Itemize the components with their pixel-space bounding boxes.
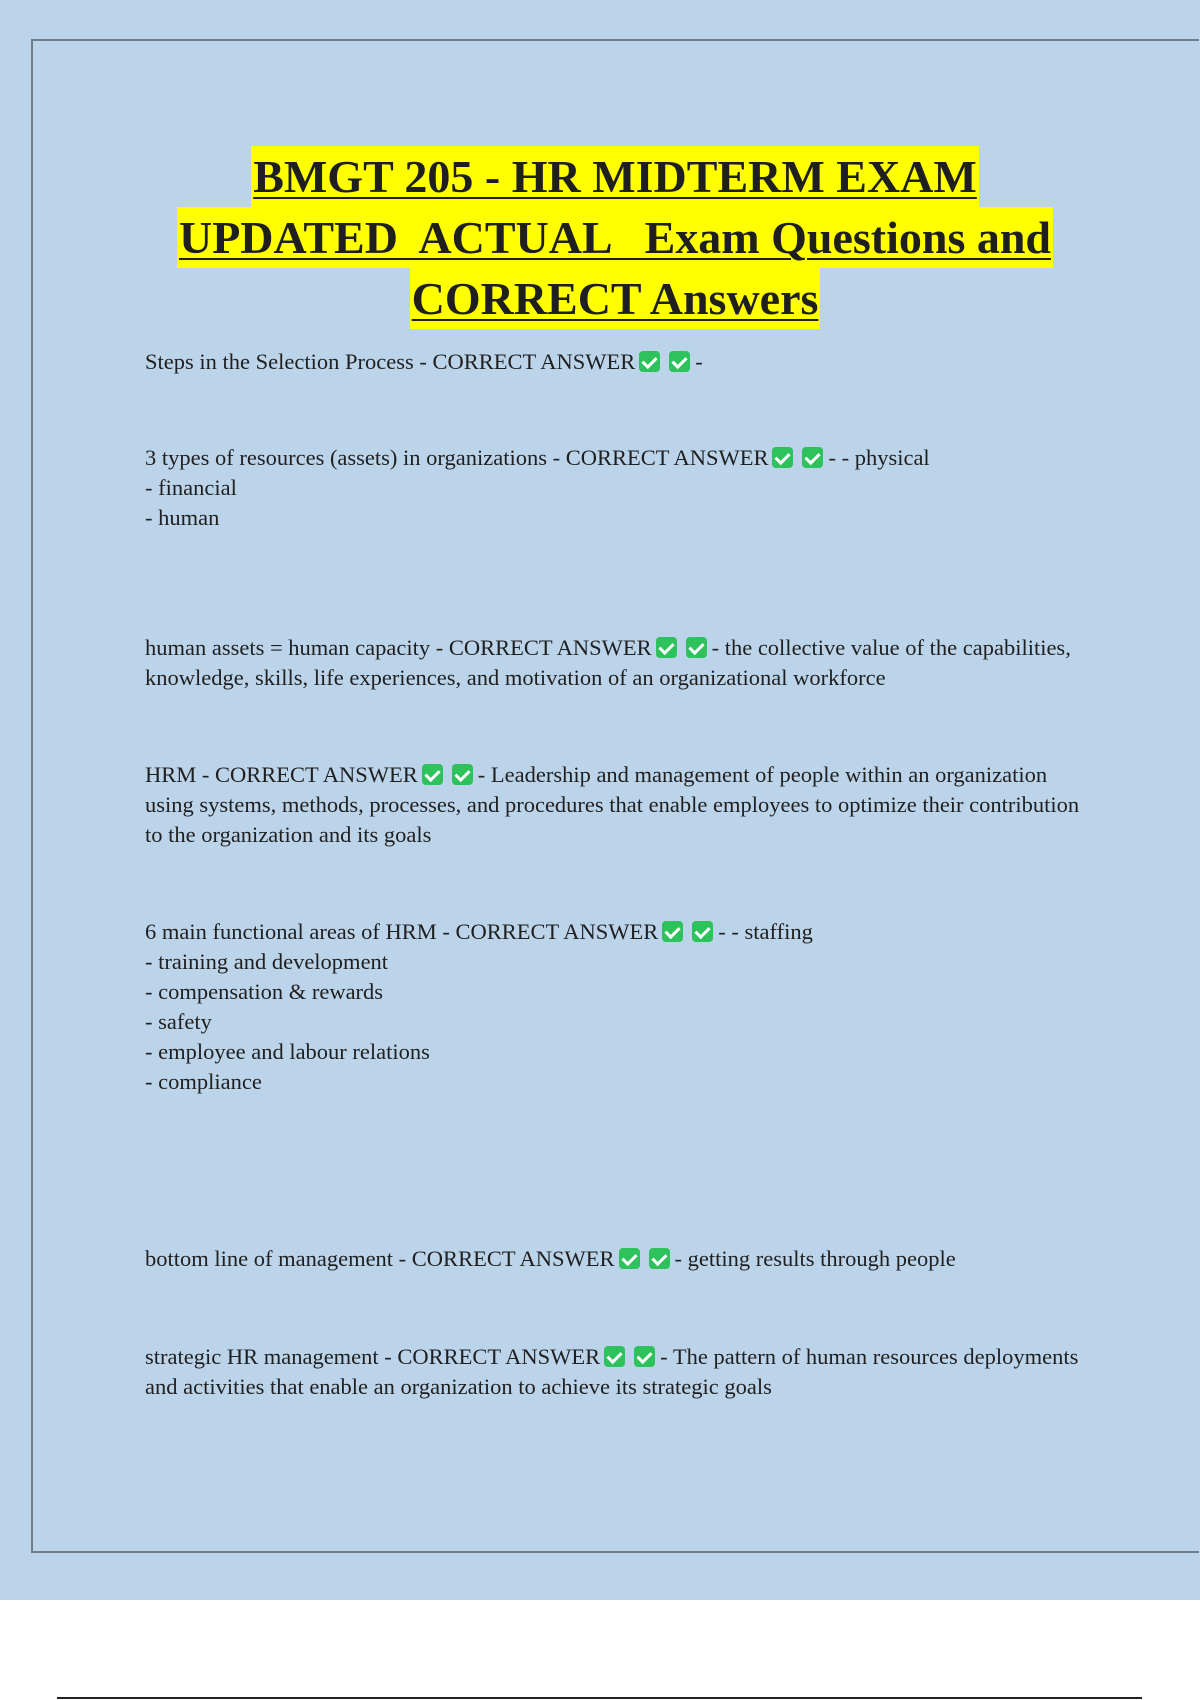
qa-term: 3 types of resources (assets) in organizations - CORRECT ANSWER: [145, 445, 769, 470]
qa-sub-item: - compliance: [145, 1069, 262, 1094]
title-line-3: CORRECT Answers: [410, 268, 821, 329]
qa-term: human assets = human capacity - CORRECT ANSWER: [145, 635, 652, 660]
document-title: [60, 146, 1170, 329]
qa-line: [145, 1342, 1085, 1402]
check-mark-icon: [686, 637, 707, 658]
qa-sub-item: - training and development: [145, 949, 389, 974]
check-mark-icon: [649, 1248, 670, 1269]
qa-item: [145, 347, 703, 377]
check-mark-icon: [662, 921, 683, 942]
qa-item: [145, 760, 1085, 850]
check-mark-icon: [604, 1346, 625, 1367]
check-mark-icon: [639, 351, 660, 372]
check-mark-icon: [669, 351, 690, 372]
check-mark-icon: [619, 1248, 640, 1269]
check-mark-icon: [802, 447, 823, 468]
qa-answer: - Leadership and management of people within an organization using systems, methods, processes, and procedures that enable employees to optimize their contribution to the organization and its goals: [145, 762, 1080, 847]
qa-line: [145, 633, 1085, 693]
qa-sub-item: - safety: [145, 1009, 212, 1034]
qa-item: [145, 1244, 956, 1274]
qa-answer: - - staffing: [718, 919, 813, 944]
qa-item: [145, 633, 1085, 693]
qa-term: HRM - CORRECT ANSWER: [145, 762, 418, 787]
qa-term: bottom line of management - CORRECT ANSWER: [145, 1246, 615, 1271]
check-mark-icon: [692, 921, 713, 942]
qa-line: [145, 917, 813, 947]
qa-item: [145, 1342, 1085, 1402]
check-mark-icon: [422, 764, 443, 785]
qa-answer: - - physical: [828, 445, 930, 470]
qa-sub-item: - employee and labour relations: [145, 1039, 430, 1064]
qa-answer: - the collective value of the capabilities, knowledge, skills, life experiences, and motivation of an organizational workforce: [145, 635, 1071, 690]
qa-term: Steps in the Selection Process - CORRECT ANSWER: [145, 349, 636, 374]
check-mark-icon: [772, 447, 793, 468]
qa-answer: - The pattern of human resources deployments and activities that enable an organization to achieve its strategic goals: [145, 1344, 1079, 1399]
qa-line: [145, 443, 930, 473]
qa-sub-item: - compensation & rewards: [145, 979, 384, 1004]
qa-line: [145, 1244, 956, 1274]
qa-sub-item: - human: [145, 505, 220, 530]
check-mark-icon: [656, 637, 677, 658]
qa-line: [145, 760, 1085, 850]
qa-answer: -: [695, 349, 703, 374]
qa-term: strategic HR management - CORRECT ANSWER: [145, 1344, 601, 1369]
qa-item: [145, 917, 813, 1097]
qa-line: [145, 347, 703, 377]
qa-sub-item: - financial: [145, 475, 237, 500]
qa-term: 6 main functional areas of HRM - CORRECT ANSWER: [145, 919, 659, 944]
footer-divider: [57, 1697, 1142, 1699]
title-line-1: BMGT 205 - HR MIDTERM EXAM: [251, 146, 979, 207]
qa-answer: - getting results through people: [674, 1246, 956, 1271]
title-line-2: UPDATED ACTUAL Exam Questions and: [177, 207, 1053, 268]
qa-item: [145, 443, 930, 533]
check-mark-icon: [452, 764, 473, 785]
check-mark-icon: [634, 1346, 655, 1367]
